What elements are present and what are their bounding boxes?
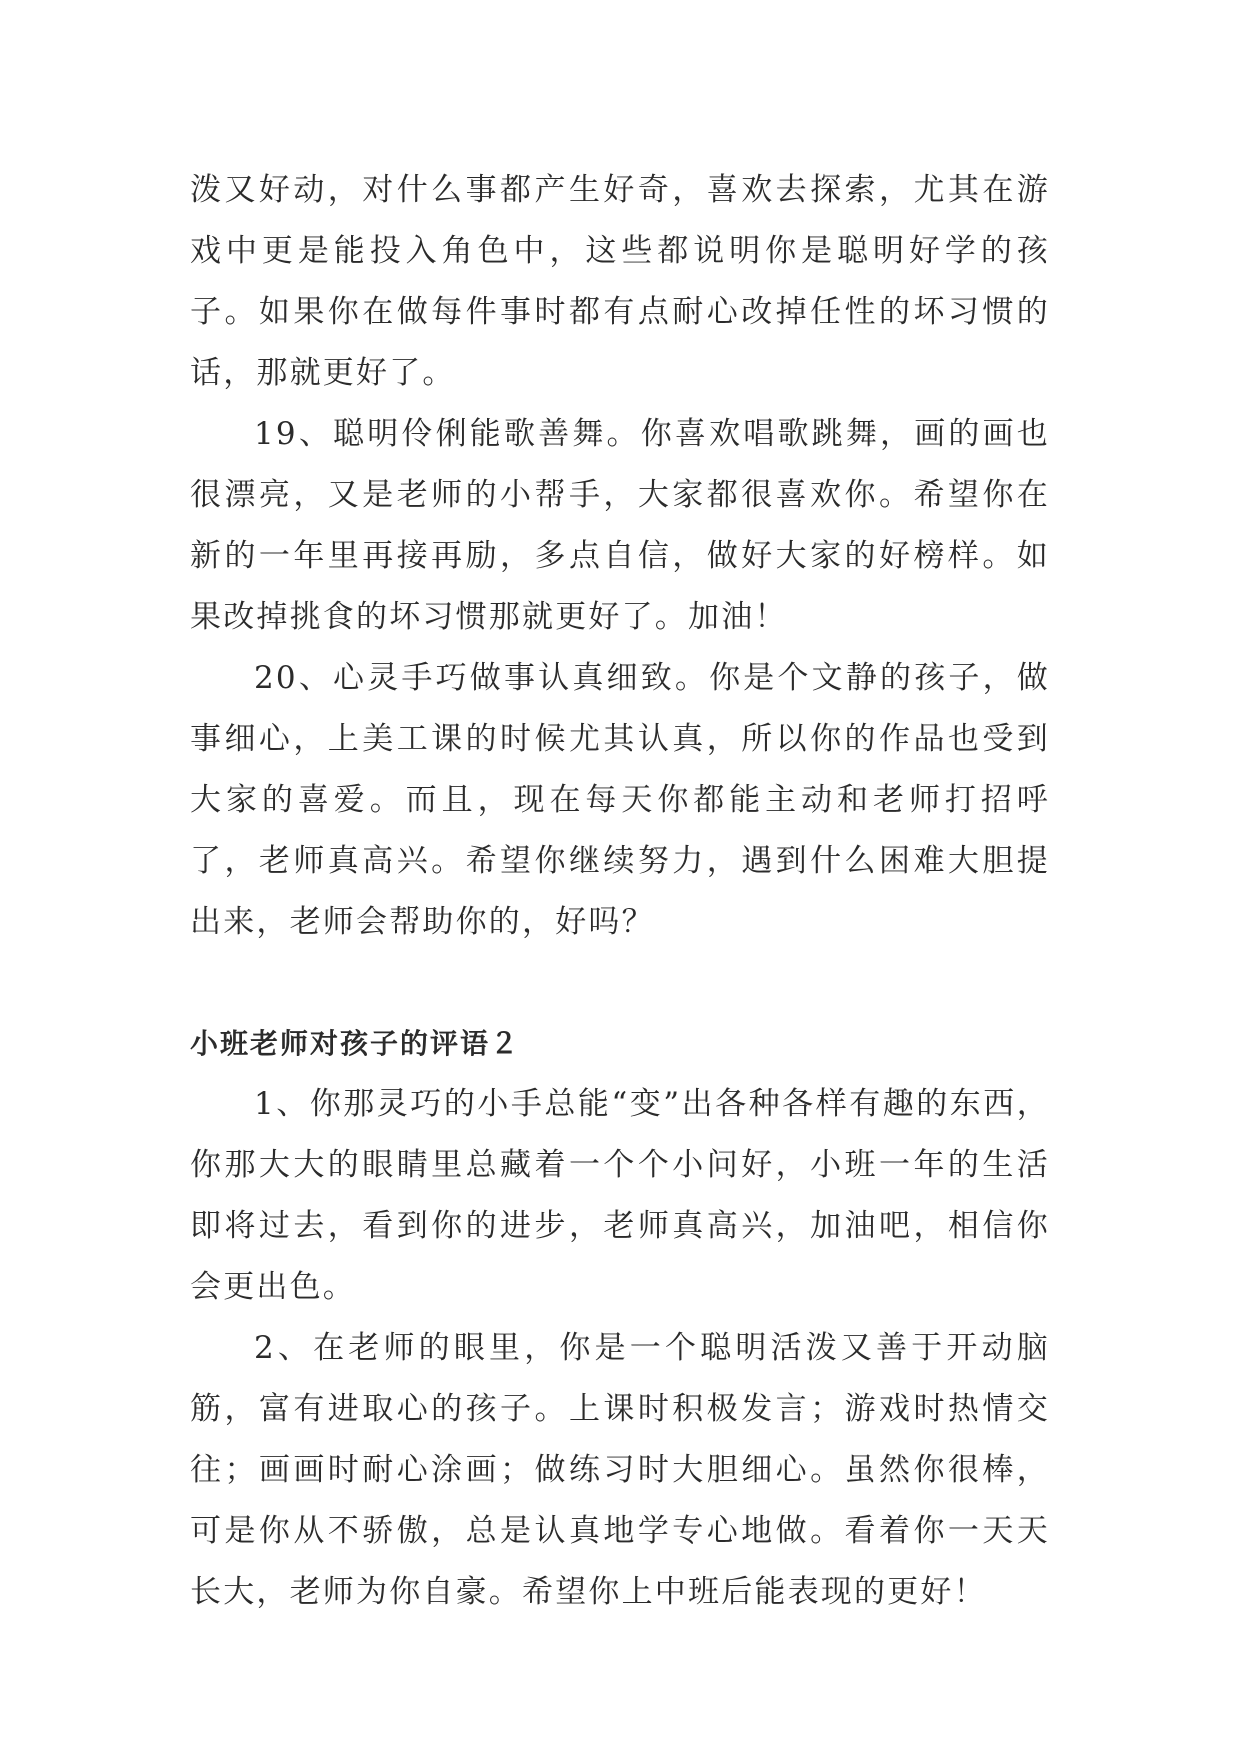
paragraph-comment-19: 19、聪明伶俐能歌善舞。你喜欢唱歌跳舞，画的画也很漂亮，又是老师的小帮手，大家都很喜欢你。希望你在新的一年里再接再励，多点自信，做好大家的好榜样。如果改掉挑食的坏习惯那就更好了。加油！ [190, 416, 1050, 635]
document-page [190, 160, 1050, 1623]
paragraph-comment-20: 20、心灵手巧做事认真细致。你是个文静的孩子，做事细心，上美工课的时候尤其认真，所以你的作品也受到大家的喜爱。而且，现在每天你都能主动和老师打招呼了，老师真高兴。希望你继续努力，遇到什么困难大胆提出来，老师会帮助你的，好吗？ [190, 660, 1050, 940]
section-heading: 小班老师对孩子的评语２ [190, 1027, 521, 1060]
paragraph-comment-1: 1、你那灵巧的小手总能“变”出各种各样有趣的东西，你那大大的眼睛里总藏着一个个小问好，小班一年的生活即将过去，看到你的进步，老师真高兴，加油吧，相信你会更出色。 [190, 1086, 1050, 1305]
paragraph-continued: 泼又好动，对什么事都产生好奇，喜欢去探索，尤其在游戏中更是能投入角色中，这些都说明你是聪明好学的孩子。如果你在做每件事时都有点耐心改掉任性的坏习惯的话，那就更好了。 [190, 172, 1050, 391]
paragraph-comment-2: 2、在老师的眼里，你是一个聪明活泼又善于开动脑筋，富有进取心的孩子。上课时积极发言；游戏时热情交往；画画时耐心涂画；做练习时大胆细心。虽然你很棒，可是你从不骄傲，总是认真地学专心地做。看着你一天天长大，老师为你自豪。希望你上中班后能表现的更好！ [190, 1330, 1050, 1610]
